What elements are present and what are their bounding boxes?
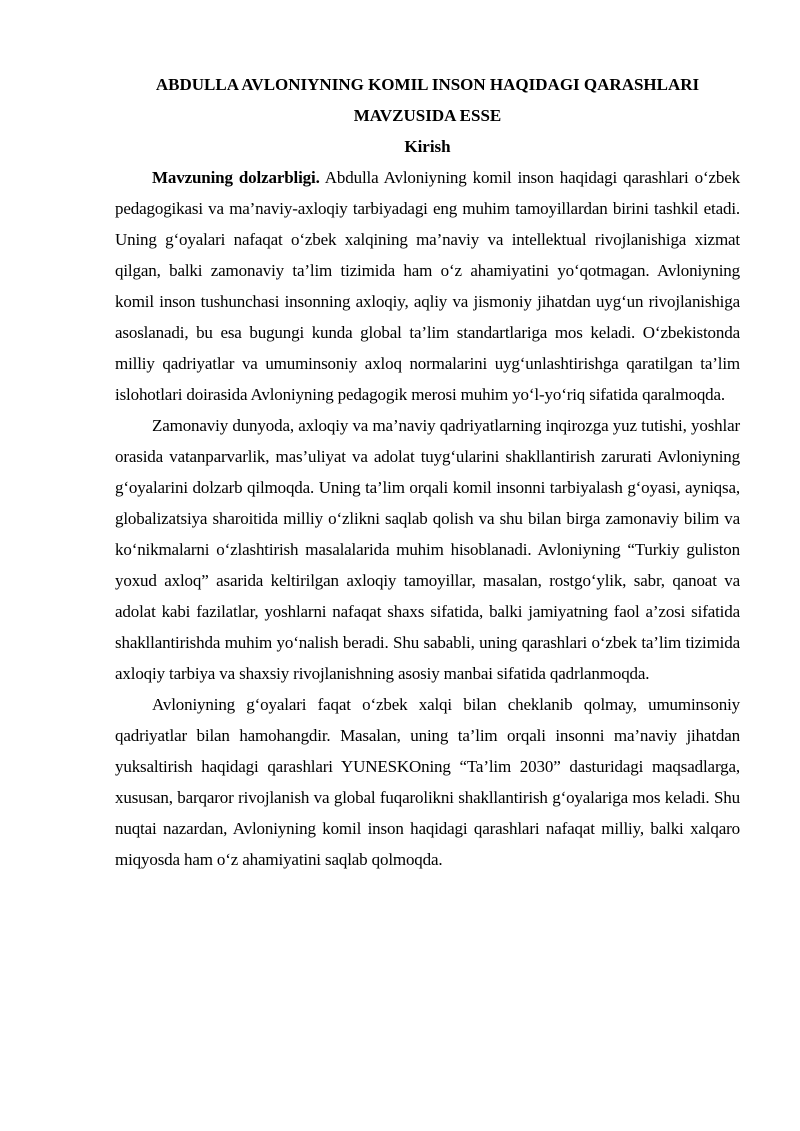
document-body (115, 69, 740, 875)
paragraph-3 (115, 689, 740, 875)
section-heading: Kirish (404, 137, 451, 156)
paragraph-text: Abdulla Avloniyning komil inson haqidagi qarashlari o‘zbek pedagogikasi va ma’naviy-axloqiy tarbiyadagi eng muhim tamoyillardan birini tashkil etadi. Uning g‘oyalari nafaqat o‘zbek xalqining ma’naviy va intellektual rivojlanishiga xizmat qilgan, balki zamonaviy ta’lim tizimida ham o‘z ahamiyatini yo‘qotmagan. Avloniyning komil inson tushunchasi insonning axloqiy, aqliy va jismoniy jihatdan uyg‘un rivojlanishiga asoslanadi, bu esa bugungi kunda global ta’lim standartlariga mos keladi. O‘zbekistonda milliy qadriyatlar va umuminsoniy axloq normalarini uyg‘unlashtirishga qaratilgan ta’lim islohotlari doirasida Avloniyning pedagogik merosi muhim yo‘l-yo‘riq sifatida qaralmoqda. (115, 168, 740, 404)
paragraph-2 (115, 410, 740, 689)
paragraph-text: Avloniyning g‘oyalari faqat o‘zbek xalqi bilan cheklanib qolmay, umuminsoniy qadriyatlar bilan hamohangdir. Masalan, uning ta’lim orqali insonni ma’naviy jihatdan yuksaltirish haqidagi qarashlari YUNESKOning “Ta’lim 2030” dasturidagi maqsadlarga, xususan, barqaror rivojlanish va global fuqarolikni shakllantirish g‘oyalariga mos keladi. Shu nuqtai nazardan, Avloniyning komil inson haqidagi qarashlari nafaqat milliy, balki xalqaro miqyosda ham o‘z ahamiyatini saqlab qolmoqda. (115, 695, 740, 869)
paragraph-text: Zamonaviy dunyoda, axloqiy va ma’naviy qadriyatlarning inqirozga yuz tutishi, yoshlar orasida vatanparvarlik, mas’uliyat va adolat tuyg‘ularini shakllantirish zarurati Avloniyning g‘oyalarini dolzarb qilmoqda. Uning ta’lim orqali komil insonni tarbiyalash g‘oyasi, ayniqsa, globalizatsiya sharoitida milliy o‘zlikni saqlab qolish va shu bilan birga zamonaviy bilim va ko‘nikmalarni o‘zlashtirish masalalarida muhim hisoblanadi. Avloniyning “Turkiy guliston yoxud axloq” asarida keltirilgan axloqiy tamoyillar, masalan, rostgo‘ylik, sabr, qanoat va adolat kabi fazilatlar, yoshlarni nafaqat shaxs sifatida, balki jamiyatning faol a’zosi sifatida shakllantirishda muhim yo‘nalish beradi. Shu sababli, uning qarashlari o‘zbek ta’lim tizimida axloqiy tarbiya va shaxsiy rivojlanishning asosiy manbai sifatida qadrlanmoqda. (115, 416, 740, 683)
paragraph-1 (115, 162, 740, 410)
document-title: ABDULLA AVLONIYNING KOMIL INSON HAQIDAGI QARASHLARI MAVZUSIDA ESSE (155, 75, 700, 125)
paragraph-lead: Mavzuning dolzarbligi. (152, 168, 320, 187)
